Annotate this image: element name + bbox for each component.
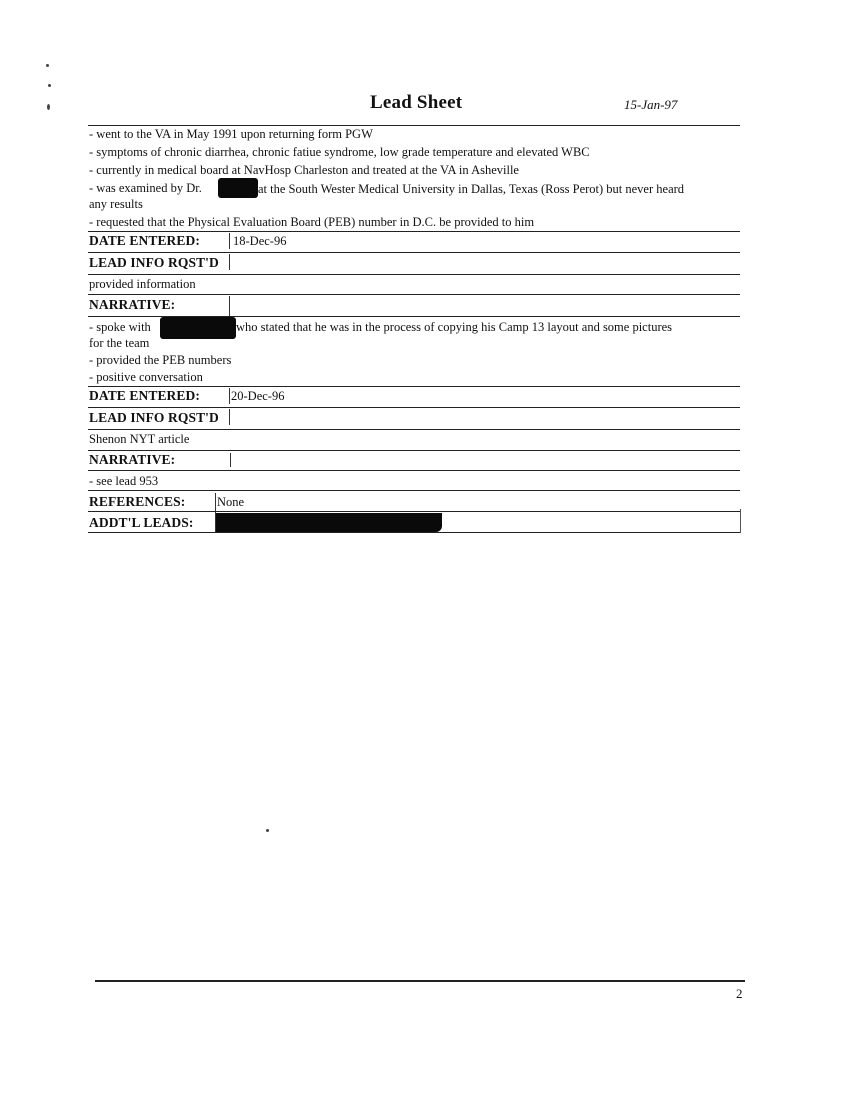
narrative-label: NARRATIVE: <box>89 452 176 467</box>
header-date: 15-Jan-97 <box>624 97 678 112</box>
summary-line: - currently in medical board at NavHosp Charleston and treated at the VA in Asheville <box>89 163 519 177</box>
scan-speck <box>48 84 51 87</box>
summary-line: any results <box>89 197 143 211</box>
table-rule <box>88 294 740 295</box>
summary-line: - symptoms of chronic diarrhea, chronic fatiue syndrome, low grade temperature and elevated WBC <box>89 145 590 159</box>
field-divider <box>229 296 230 316</box>
field-divider <box>230 453 231 467</box>
date-entered-label: DATE ENTERED: <box>89 233 200 248</box>
date-entered-value: 20-Dec-96 <box>231 389 285 403</box>
lead-info-rqstd-value: Shenon NYT article <box>89 432 190 446</box>
lead-info-rqstd-label: LEAD INFO RQST'D <box>89 255 219 270</box>
table-rule <box>88 407 740 408</box>
addtl-leads-label: ADDT'L LEADS: <box>89 515 194 530</box>
field-divider <box>229 233 230 249</box>
summary-line: - went to the VA in May 1991 upon returning form PGW <box>89 127 373 141</box>
redaction-block <box>160 317 236 339</box>
date-entered-value: 18-Dec-96 <box>233 234 287 248</box>
narrative-line: - spoke with <box>89 320 151 334</box>
scan-speck <box>46 64 49 67</box>
summary-line: - requested that the Physical Evaluation Board (PEB) number in D.C. be provided to him <box>89 215 535 229</box>
table-rule <box>88 450 740 451</box>
table-rule <box>88 231 740 232</box>
redaction-block <box>218 178 258 198</box>
narrative-label: NARRATIVE: <box>89 297 176 312</box>
field-divider <box>229 409 230 425</box>
field-divider <box>229 388 230 404</box>
page-number: 2 <box>736 986 743 1001</box>
summary-line: at the South Wester Medical University in Dallas, Texas (Ross Perot) but never heard <box>258 182 685 196</box>
references-label: REFERENCES: <box>89 494 186 509</box>
page-title: Lead Sheet <box>370 92 463 113</box>
header-rule <box>88 125 740 126</box>
narrative-line: - provided the PEB numbers <box>89 353 232 367</box>
table-rule <box>88 252 740 253</box>
scan-speck <box>47 104 50 110</box>
references-value: None <box>217 495 245 509</box>
summary-line: - was examined by Dr. <box>89 181 202 195</box>
date-entered-label: DATE ENTERED: <box>89 388 200 403</box>
lead-info-rqstd-label: LEAD INFO RQST'D <box>89 410 219 425</box>
narrative-line: for the team <box>89 336 150 350</box>
field-divider <box>229 254 230 270</box>
narrative-line: who stated that he was in the process of copying his Camp 13 layout and some pictures <box>236 320 673 334</box>
field-divider <box>740 509 741 533</box>
table-rule <box>88 532 740 533</box>
table-rule <box>88 470 740 471</box>
table-rule <box>88 386 740 387</box>
lead-info-rqstd-value: provided information <box>89 277 196 291</box>
table-rule <box>88 274 740 275</box>
scan-speck <box>266 829 269 832</box>
table-rule <box>88 511 740 512</box>
footer-rule <box>95 980 745 982</box>
redaction-block <box>216 513 442 532</box>
table-rule <box>88 490 740 491</box>
narrative-line: - positive conversation <box>89 370 203 384</box>
table-rule <box>88 429 740 430</box>
narrative-line: - see lead 953 <box>89 474 159 488</box>
